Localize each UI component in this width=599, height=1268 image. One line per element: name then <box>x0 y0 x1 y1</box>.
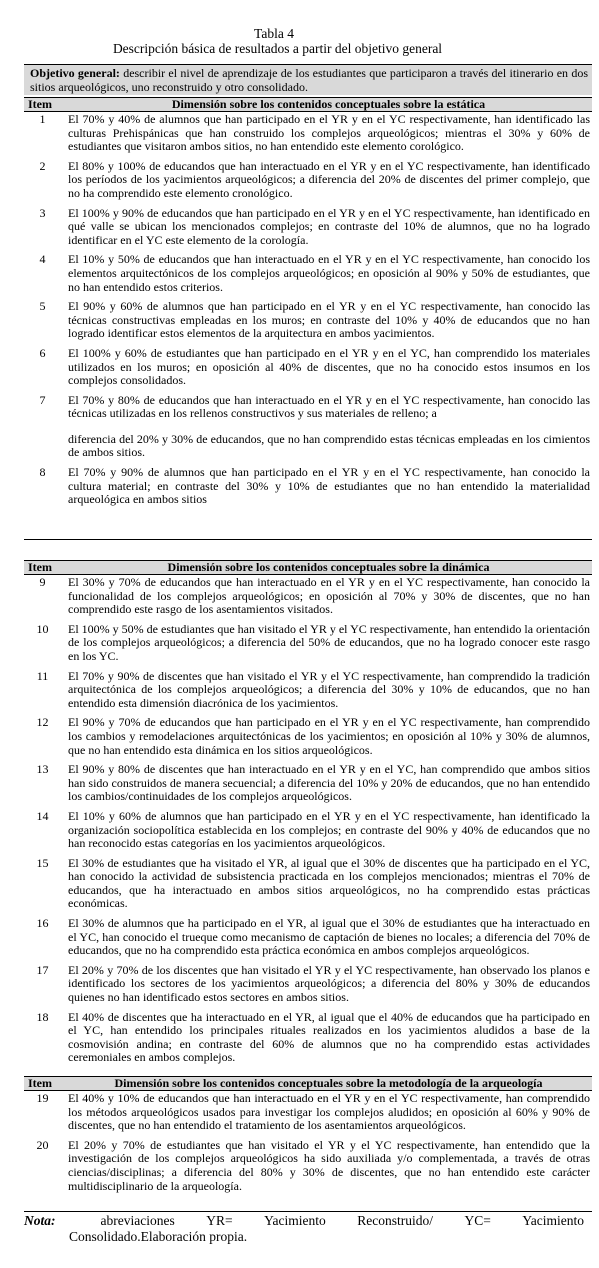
note-word: Reconstruido/ <box>357 1213 433 1228</box>
item-text: El 30% y 70% de educandos que han interactuado en el YR y en el YC respectivamente, han conocido la funcionalidad de los complejos arqueológicos; en oposición al 70% y 30% de discentes, que no han comprendido este rasgo de los asentamientos visitados. <box>68 575 590 617</box>
note-word: YC= <box>464 1213 491 1228</box>
objective-label: Objetivo general: <box>30 66 120 80</box>
item-number: 9 <box>39 575 46 589</box>
table-row <box>24 112 592 159</box>
table-row <box>24 856 592 916</box>
item-column-header: Item <box>24 98 65 112</box>
table-row <box>24 159 592 206</box>
item-text: El 100% y 90% de educandos que han participado en el YR y en el YC respectivamente, han identificado en qué valle se ubican los mencionados complejos; en contraste del 10% de alumnos, que no ha logrado identificar en el YC este elemento de la corología. <box>68 205 590 247</box>
table-title: Descripción básica de resultados a partir del objetivo general <box>112 41 443 56</box>
item-text: El 40% y 10% de educandos que han interactuado en el YR y en el YC respectivamente, han comprendido los métodos arqueológicos usados para investigar los complejos aludidos; en oposición al 60% y 90% de discentes, que no han entendido el tratamiento de los asentamientos arqueológicos. <box>68 1091 590 1133</box>
dimension-header: Dimensión sobre los contenidos conceptuales sobre la estática <box>65 98 592 112</box>
dimension-header: Dimensión sobre los contenidos conceptuales sobre la metodología de la arqueología <box>65 1077 592 1091</box>
table-row <box>24 916 592 963</box>
item-number: 19 <box>36 1091 49 1105</box>
table-row <box>24 393 592 465</box>
note-line-1 <box>24 1213 584 1229</box>
item-text: El 90% y 80% de discentes que han interactuado en el YR y en el YC, han comprendido que ambos sitios han sido construidos de manera secuencial; a diferencia del 10% y 20% de educandos, que no han entendido los cambios/continuidades de los complejos arqueológicos. <box>68 762 590 804</box>
table-row <box>24 299 592 346</box>
item-text: El 70% y 90% de discentes que han visitado el YR y el YC respectivamente, han comprendido la tradición arquitectónica de los complejos arqueológicos; a diferencia del 30% y 10% de educandos, que no han entendido esta dimensión diacrónica de los yacimientos. <box>68 668 590 710</box>
item-text: El 20% y 70% de estudiantes que han visitado el YR y el YC respectivamente, han entendido que la investigación de los complejos arqueológicos ha sido auxiliada y/o complementada, a través de otras ciencias/disciplinas; a diferencia del 80% y 30% de discentes, que no han entendido este carácter multidisciplinario de la arqueología. <box>68 1137 590 1193</box>
table-row <box>24 963 592 1010</box>
item-number: 11 <box>36 668 49 683</box>
item-number: 13 <box>36 762 49 777</box>
note-word: abreviaciones <box>100 1213 175 1228</box>
table-row <box>24 575 592 622</box>
item-text: El 20% y 70% de los discentes que han visitado el YR y el YC respectivamente, han observado los planos e identificado los sectores de los yacimientos arqueológicos; a diferencia del 80% y 30% de educandos quienes no han identificado estos sectores en ambos sitios. <box>68 962 590 1005</box>
item-text: El 10% y 50% de educandos que han interactuado en el YR y en el YC respectivamente, han conocido los elementos arquitectónicos de los complejos arqueológicos; en oposición al 90% y 50% de estudiantes, que no han entendido estos criterios. <box>68 252 590 294</box>
item-text: El 100% y 50% de estudiantes que han visitado el YR y el YC respectivamente, han entendido la orientación de los complejos arqueológicos; a diferencia del 50% de educandos, que no ha logrado conocer este rasgo en los YC. <box>68 621 590 663</box>
item-number: 14 <box>36 808 49 823</box>
item-text: El 100% y 60% de estudiantes que han participado en el YR y en el YC, han comprendido los materiales utilizados en los muros; en oposición al 40% de discentes, que no ha conocido estos insumos en los complejos consolidados. <box>68 345 590 388</box>
table-row <box>24 346 592 393</box>
item-text: El 70% y 90% de alumnos que han participado en el YR y en el YC respectivamente, han conocido la cultura material; en contraste del 30% y 10% de estudiantes que no han entendido la materialidad arqueológica en ambos sitios <box>68 465 590 507</box>
table-note <box>24 1213 584 1244</box>
item-text-continued: diferencia del 20% y 30% de educandos, que no han comprendido estas técnicas empleadas en los cimientos de ambos sitios. <box>68 431 590 460</box>
table-row <box>24 465 592 512</box>
note-word: YR= <box>206 1213 233 1228</box>
item-number: 8 <box>39 465 46 480</box>
item-number: 5 <box>39 299 46 314</box>
item-number: 15 <box>36 855 49 870</box>
table-end-rule <box>24 1211 592 1212</box>
table-row <box>24 669 592 716</box>
table-methodology <box>24 1076 592 1193</box>
item-text: El 10% y 60% de alumnos que han participado en el YR y en el YC respectivamente, han identificado la organización sociopolítica establecida en los complejos; en contraste del 90% y 40% de educandos que no han reconocido estas categorías en los yacimientos arqueológicos. <box>68 808 590 851</box>
table-header-row <box>24 561 592 575</box>
item-text-group <box>65 393 592 465</box>
table-row <box>24 1010 592 1070</box>
objective-box <box>24 64 592 95</box>
item-text: El 80% y 100% de educandos que han interactuado en el YR y en el YC respectivamente, han identificado los períodos de los yacimientos arqueológicos; a diferencia del 20% de discentes del primer complejo, que no ha comprendido este elemento cronológico. <box>68 158 590 200</box>
note-word: Yacimiento <box>264 1213 326 1228</box>
section-end-rule <box>24 539 592 540</box>
item-number: 6 <box>39 345 46 360</box>
item-number: 20 <box>36 1137 49 1152</box>
item-number: 16 <box>36 916 49 931</box>
table-row <box>24 1138 592 1193</box>
table-row <box>24 762 592 809</box>
item-text: El 70% y 80% de educandos que han interactuado en el YR y en el YC respectivamente, han conocido las técnicas utilizadas en los rellenos constructivos y sus materiales de relleno; a <box>68 392 590 421</box>
note-label: Nota: <box>24 1213 56 1228</box>
item-text: El 90% y 70% de educandos que han participado en el YR y en el YC respectivamente, han comprendido los cambios y remodelaciones arquitectónicas de los yacimientos; en oposición al 10% y 30% de alumnos, que no han entendido esta dinámica en los sitios arqueológicos. <box>68 715 590 757</box>
table-dynamics <box>24 560 592 1070</box>
table-row <box>24 206 592 253</box>
table-row <box>24 252 592 299</box>
item-number: 17 <box>36 962 49 977</box>
item-number: 3 <box>39 205 46 220</box>
item-column-header: Item <box>24 1077 65 1091</box>
table-row <box>24 809 592 856</box>
table-header-row <box>24 98 592 112</box>
item-number: 1 <box>39 112 46 126</box>
table-header-row <box>24 1077 592 1091</box>
item-number: 12 <box>36 715 49 730</box>
item-number: 4 <box>39 252 46 267</box>
table-row <box>24 1091 592 1138</box>
table-number: Tabla 4 <box>254 26 294 41</box>
item-text: El 40% de discentes que ha interactuado en el YR, al igual que el 40% de educandos que ha participado en el YC, han entendido los principales rituales realizados en los yacimientos aludidos a base de la cosmovisión andina; en contraste del 60% de alumnos que no ha comprendido estas actividades ceremoniales en ambos complejos. <box>68 1009 590 1065</box>
objective-text: describir el nivel de aprendizaje de los estudiantes que participaron a través del itinerario en dos sitios arqueológicos, uno reconstruido y otro consolidado. <box>30 66 588 94</box>
item-number: 18 <box>36 1009 49 1024</box>
item-column-header: Item <box>24 561 65 575</box>
item-number: 2 <box>39 158 46 173</box>
table-statics <box>24 97 592 512</box>
item-text: El 30% de alumnos que ha participado en el YR, al igual que el 30% de estudiantes que ha interactuado en el YC, han conocido el trueque como mecanismo de captación de bienes no locales; a diferencia del 70% de educandos, que no ha comprendido esta práctica económica en ambos complejos arqueológicos. <box>68 916 590 958</box>
item-text: El 90% y 60% de alumnos que han participado en el YR y en el YC respectivamente, han conocido las técnicas constructivas empleadas en los muros; en contraste del 10% y 40% de educandos que no han logrado identificar estos elementos de la arquitectura en ambos yacimientos. <box>68 299 590 341</box>
note-word: Yacimiento <box>522 1213 584 1228</box>
item-number: 10 <box>36 621 49 636</box>
note-line-2: Consolidado.Elaboración propia. <box>69 1228 248 1244</box>
table-row <box>24 715 592 762</box>
dimension-header: Dimensión sobre los contenidos conceptuales sobre la dinámica <box>65 561 592 575</box>
item-text: El 30% de estudiantes que ha visitado el YR, al igual que el 30% de discentes que ha participado en el YC, han conocido la actividad de subsistencia practicada en los complejos mencionados; mientras el 70% de educandos, que ha interactuado en ambos sitios arqueológicos, no ha comprendido estas prácticas económicas. <box>68 855 590 911</box>
item-number: 7 <box>39 392 46 407</box>
item-text: El 70% y 40% de alumnos que han participado en el YR y en el YC respectivamente, han identificado las culturas Prehispánicas que han construido los complejos arqueológicos; mientras el 30% y 60% de estudiantes que visitaron ambos sitios, no han entendido este elemento corológico. <box>68 112 590 154</box>
table-row <box>24 622 592 669</box>
